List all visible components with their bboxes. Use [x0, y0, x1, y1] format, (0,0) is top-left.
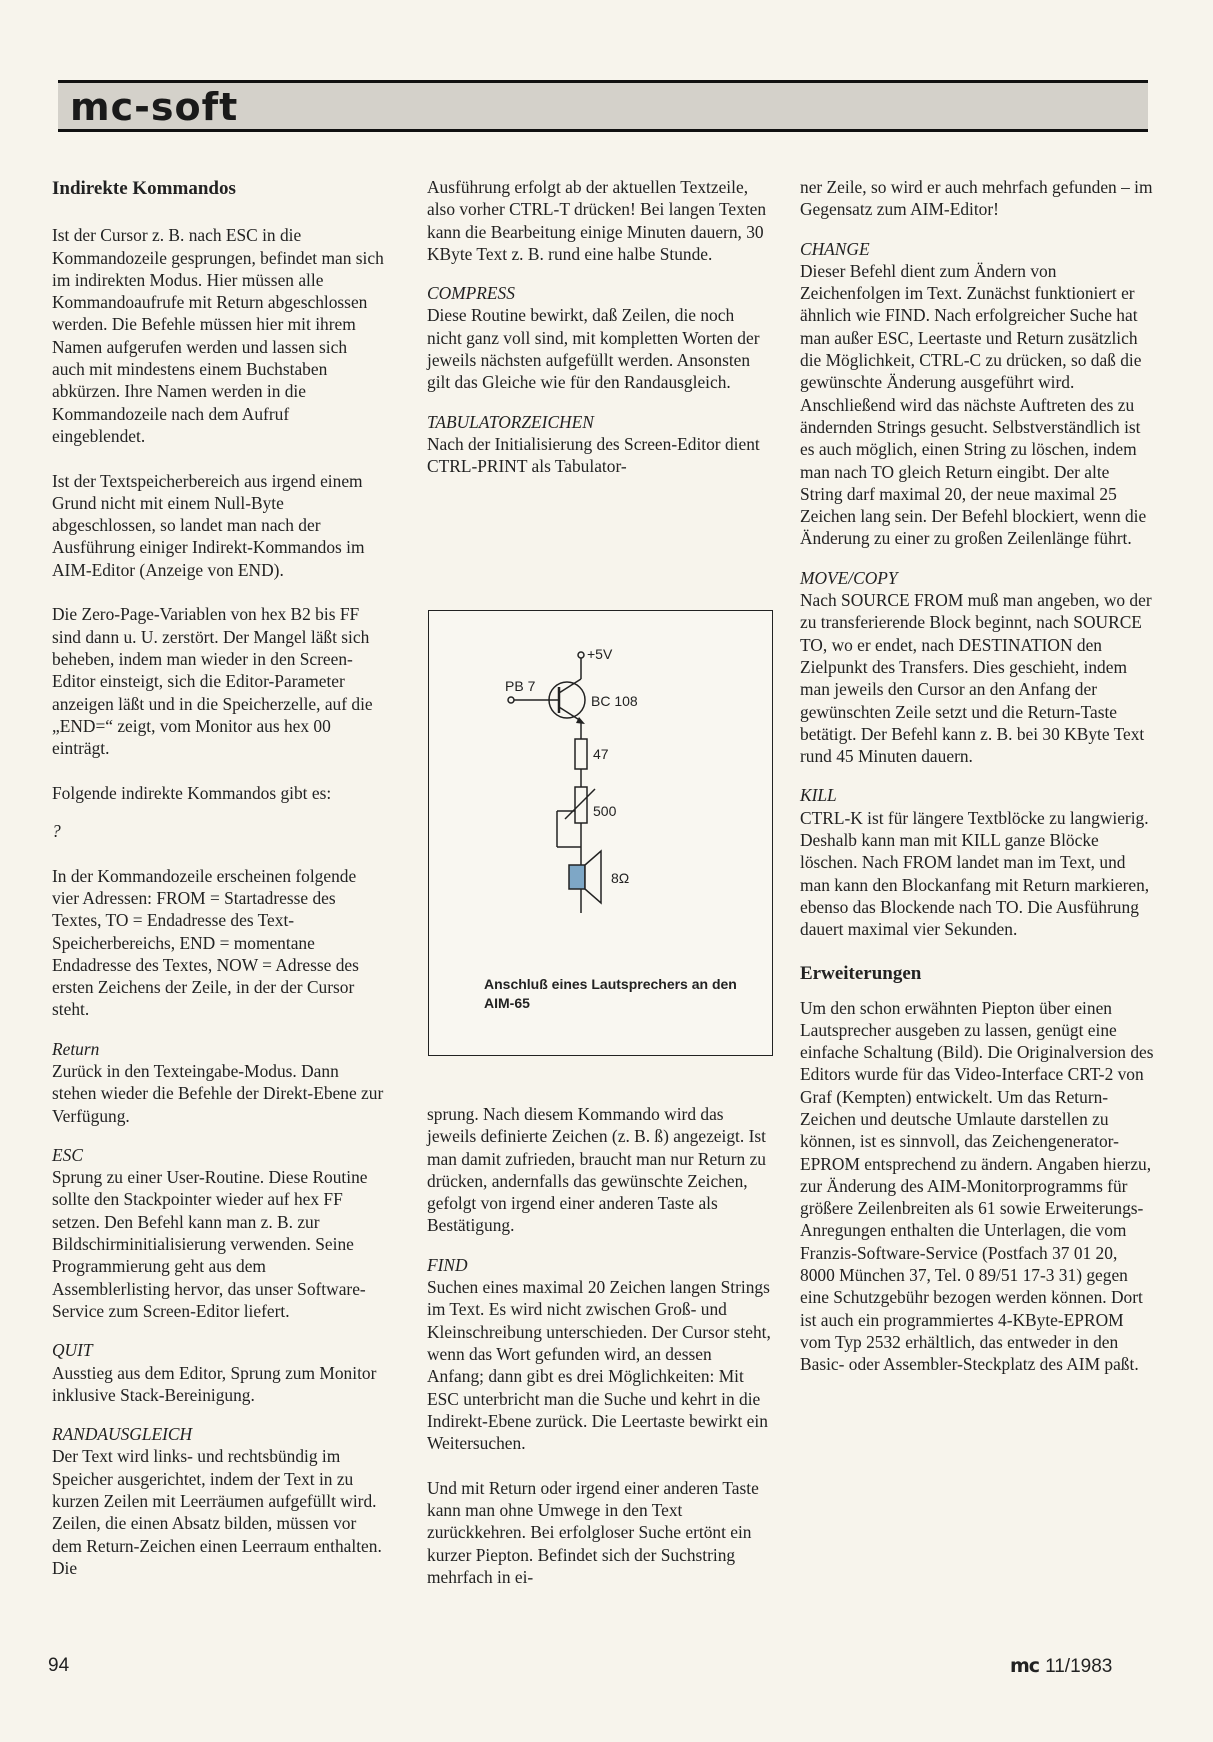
circuit-figure [428, 610, 773, 1056]
paragraph: Ausstieg aus dem Editor, Sprung zum Monitor inklusive Stack-Bereinigung. [52, 1362, 377, 1405]
command-keyword: MOVE/COPY [800, 567, 898, 588]
paragraph: Nach SOURCE FROM muß man angeben, wo der zu transferierende Block beginnt, nach SOURCE TO, wo er endet, nach DESTINATION den Zielpunkt des Transfers. Dies geschieht, indem man jeweils den Cursor an den Anfang der gewünschten Zeile setzt und die Return-Taste betätigt. Der Befehl kann z. B. bei 30 KByte Text rund 45 Minuten dauern. [800, 590, 1152, 767]
transistor-label: BC 108 [591, 693, 638, 709]
paragraph: CTRL-K ist für längere Textblöcke zu langwierig. Deshalb kann man mit KILL ganze Blöcke löschen. Nach FROM landet man im Text, und man kann den Blockanfang mit Return markieren, ebenso das Blockende nach TO. Die Ausführung dauert maximal vier Sekunden. [800, 807, 1150, 940]
paragraph: Suchen eines maximal 20 Zeichen langen Strings im Text. Es wird nicht zwischen Groß- und Kleinschreibung unterschieden. Der Cursor steht, wenn das Wort gefunden wird, an dessen Anfang; dann gibt es drei Möglichkeiten: Mit ESC unterbricht man die Suche und kehrt in die Indirekt-Ebene zurück. Die Leertaste bewirkt ein Weitersuchen. [427, 1277, 771, 1454]
paragraph: Ist der Textspeicherbereich aus irgend einem Grund nicht mit einem Null-Byte abgeschlossen, so landet man nach der Ausführung einiger Indirekt-Kommandos im AIM-Editor (Anzeige von END). [52, 470, 365, 580]
vcc-label: +5V [587, 646, 613, 662]
paragraph: Ist der Cursor z. B. nach ESC in die Kommandozeile gesprungen, befindet man sich im indirekten Modus. Hier müssen alle Kommandoaufrufe mit Return abgeschlossen werden. Die Befehle müssen hier mit ihrem Namen aufgerufen werden und lassen sich auch mit mindestens einem Buchstaben abkürzen. Ihre Namen werden in die Kommandozeile nach dem Aufruf eingeblendet. [52, 225, 384, 446]
vcc-terminal [578, 652, 584, 658]
paragraph: Die Zero-Page-Variablen von hex B2 bis FF sind dann u. U. zerstört. Der Mangel läßt sich beheben, indem man wieder in den Screen-Editor einsteigt, sich die Editor-Parameter anzeigen läßt und in die Speicherzelle, auf die „END=“ zeigt, vom Monitor aus hex 00 einträgt. [52, 604, 373, 759]
pb7-terminal [508, 697, 514, 703]
command-keyword: ? [52, 821, 61, 842]
column-2 [427, 176, 772, 478]
mc-logo: mc [1010, 1655, 1040, 1677]
command-keyword: COMPRESS [427, 283, 515, 304]
heading-indirekte-kommandos: Indirekte Kommandos [52, 178, 236, 199]
speaker-cone [585, 851, 601, 903]
issue-date: 11/1983 [1045, 1656, 1113, 1677]
paragraph: Sprung zu einer User-Routine. Diese Routine sollte den Stackpointer wieder auf hex FF setzen. Den Befehl kann man z. B. zur Bildschirminitialisierung verwenden. Seine Programmierung geht aus dem Assemblerlisting hervor, das unser Software-Service zum Screen-Editor liefert. [52, 1167, 368, 1321]
paragraph: Ausführung erfolgt ab der aktuellen Textzeile, also vorher CTRL-T drücken! Bei langen Texten kann die Bearbeitung einige Minuten dauern, 30 KByte Text z. B. rund eine halbe Stunde. [427, 177, 767, 264]
command-keyword: FIND [427, 1254, 468, 1275]
potentiometer-label: 500 [593, 803, 617, 819]
column-3 [800, 176, 1155, 1376]
command-keyword: KILL [800, 785, 837, 806]
command-keyword: QUIT [52, 1340, 93, 1361]
paragraph: Nach der Initialisierung des Screen-Editor dient CTRL-PRINT als Tabulator- [427, 433, 760, 477]
footer-issue [1010, 1655, 1112, 1678]
paragraph: Der Text wird links- und rechtsbündig im Speicher ausgerichtet, indem der Text in zu kurzen Zeilen mit Leerräumen aufgefüllt wird. Zeilen, die einen Absatz bilden, müssen vor dem Return-Zeichen einen Leerraum enthalten. Die [52, 1446, 382, 1578]
speaker-magnet [569, 865, 585, 889]
paragraph: Dieser Befehl dient zum Ändern von Zeichenfolgen im Text. Zunächst funktioniert er ähnlich wie FIND. Nach erfolgreicher Suche hat man außer ESC, Leertaste und Return zusätzlich die Möglichkeit, CTRL-C zu drücken, so daß die gewünschte Änderung ausgeführt wird. Anschließend wird das nächste Auftreten des zu ändernden Strings gesucht. Selbstverständlich ist es auch möglich, einen String zu löschen, indem man nach TO gleich Return eingibt. Der alte String darf maximal 20, der neue maximal 25 Zeichen lang sein. Der Befehl blockiert, wenn die Änderung zu einer zu großen Zeilenlänge führt. [800, 260, 1147, 549]
paragraph: Um den schon erwähnten Piepton über einen Lautsprecher ausgeben zu lassen, genügt eine einfache Schaltung (Bild). Die Originalversion des Editors wurde für das Video-Interface CRT-2 von Graf (Kempten) entwickelt. Um das Return-Zeichen und deutsche Umlaute darstellen zu können, ist es sinnvoll, das Zeichengenerator-EPROM entsprechend zu ändern. Angaben hierzu, zur Änderung des AIM-Monitorprogramms für größere Zeilenbreiten als 61 sowie Erweiterungs-Anregungen enthalten die Unterlagen, die vom Franzis-Software-Service (Postfach 37 01 20, 8000 München 37, Tel. 0 89/51 17-3 31) gegen eine Schutzgebühr bezogen werden können. Dort ist auch ein programmiertes 4-KByte-EPROM vom Typ 2532 erhältlich, das entweder in den Basic- oder Assembler-Steckplatz des AIM paßt. [800, 997, 1154, 1375]
section-title: mc-soft [70, 85, 239, 129]
command-keyword: TABULATORZEICHEN [427, 411, 594, 432]
paragraph: Folgende indirekte Kommandos gibt es: [52, 782, 332, 803]
resistor-47 [575, 739, 587, 769]
potentiometer-500 [575, 787, 587, 823]
resistor-label: 47 [593, 746, 609, 762]
heading-erweiterungen: Erweiterungen [800, 962, 922, 984]
paragraph: Zurück in den Texteingabe-Modus. Dann stehen wieder die Befehle der Direkt-Ebene zur Verfügung. [52, 1060, 384, 1126]
paragraph: sprung. Nach diesem Kommando wird das jeweils definierte Zeichen (z. B. ß) angezeigt. Ist man damit zufrieden, braucht man nur Return zu drücken, andernfalls das gewünschte Zeichen, gefolgt von irgend einer anderen Taste als Bestätigung. [427, 1104, 766, 1236]
section-banner [58, 80, 1148, 132]
pb7-label: PB 7 [505, 678, 536, 694]
command-keyword: ESC [52, 1144, 83, 1165]
column-1 [52, 176, 384, 1579]
paragraph: Und mit Return oder irgend einer anderen Taste kann man ohne Umwege in den Text zurückkehren. Bei erfolgloser Suche ertönt ein kurzer Piepton. Befindet sich der Suchstring mehrfach in ei- [427, 1477, 759, 1587]
paragraph: Diese Routine bewirkt, daß Zeilen, die noch nicht ganz voll sind, mit kompletten Worten der jeweils nächsten aufgefüllt werden. Ansonsten gilt das Gleiche wie für den Randausgleich. [427, 305, 760, 393]
command-keyword: RANDAUSGLEICH [52, 1424, 193, 1445]
column-2-continued [427, 1103, 772, 1588]
paragraph: ner Zeile, so wird er auch mehrfach gefunden – im Gegensatz zum AIM-Editor! [800, 177, 1153, 220]
command-keyword: Return [52, 1038, 100, 1059]
figure-caption: Anschluß eines Lautsprechers an den AIM-65 [484, 976, 737, 1011]
speaker-label: 8Ω [611, 870, 630, 886]
page-number: 94 [48, 1655, 70, 1676]
paragraph: In der Kommandozeile erscheinen folgende vier Adressen: FROM = Startadresse des Textes, TO = Endadresse des Text-Speicherbereichs, END = momentane Endadresse des Textes, NOW = Adresse des ersten Zeichens der Zeile, in der der Cursor steht. [52, 865, 359, 1020]
command-keyword: CHANGE [800, 238, 870, 259]
